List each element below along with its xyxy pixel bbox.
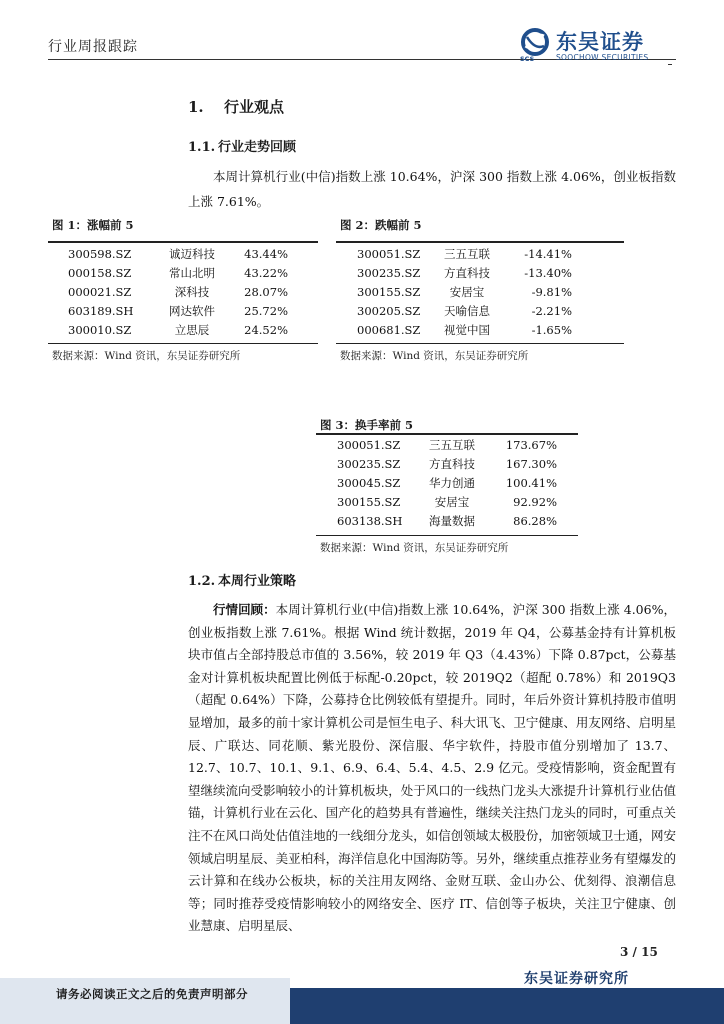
figure-1-title: 图 1：涨幅前 5: [52, 218, 134, 232]
table-row: [337, 493, 557, 512]
table-row: [357, 264, 577, 283]
table-row: [357, 245, 577, 264]
table-row: [357, 302, 577, 321]
figure-2-bottom-rule: [336, 343, 624, 344]
figure-2-table: [357, 245, 577, 340]
paragraph-body: 本周计算机行业(中信)指数上涨 10.64%，沪深 300 指数上涨 4.06%，创业板指数上涨 7.61%。根据 Wind 统计数据，2019 年 Q4，公募基金持有计算机板块市值占全部持股总市值的 3.56%，较 2019 年 Q3（4.43%）下降 0.87pct，公募基金对计算机板块配置比例低于标配-0.20pct，较 2019Q2（超配 0.78%）和 2019Q3（超配 0.64%）下降，公募持仓比例较低有望提升。同时，年后外资计算机持股市值明显增加，最多的前十家计算机公司是恒生电子、科大讯飞、卫宁健康、用友网络、启明星辰、广联达、同花顺、紫光股份、深信服、华宇软件，持股市值分别增加了 13.7、12.7、10.7、10.1、9.1、6.9、6.4、5.4、4.5、2.9 亿元。受疫情影响，资金配置有望继续流向受影响较小的计算机板块，处于风口的一线热门龙头大涨提升计算机行业估值锚，计算机行业在云化、国产化的趋势具有普遍性，继续关注热门龙头的同时，可重点关注不在风口尚处估值洼地的一线细分龙头，如信创领域太极股份，加密领域卫士通，网安领域启明星辰、美亚柏科，海洋信息化中国海防等。另外，继续重点推荐业务有望爆发的云计算和在线办公板块，标的关注用友网络、金财互联、金山办公、优刻得、浪潮信息等；同时推荐受疫情影响较小的网络安全、医疗 IT、信创等子板块，关注卫宁健康、创业慧康、启明星辰、: [188, 602, 676, 934]
figure-3-source: 数据来源：Wind 资讯，东吴证券研究所: [320, 542, 509, 554]
company-logo: [520, 28, 670, 64]
section-title: 本周行业策略: [218, 574, 297, 589]
stock-code: 300010.SZ: [68, 323, 132, 337]
stock-value: -2.21%: [531, 304, 572, 318]
stock-code: 300155.SZ: [357, 285, 421, 299]
stock-value: 43.22%: [244, 266, 288, 280]
table-row: [68, 302, 298, 321]
section-heading-1: [188, 96, 284, 117]
stock-value: 86.28%: [513, 514, 557, 528]
logo-english-name: SOOCHOW SECURITIES: [556, 53, 649, 62]
stock-code: 603189.SH: [68, 304, 134, 318]
stock-name: 常山北明: [169, 266, 215, 280]
stock-value: -13.40%: [524, 266, 572, 280]
stock-value: 28.07%: [244, 285, 288, 299]
stock-value: 167.30%: [505, 457, 557, 471]
stock-name: 方直科技: [429, 457, 475, 471]
stock-code: 300598.SZ: [68, 247, 132, 261]
stock-code: 300205.SZ: [357, 304, 421, 318]
paragraph-lead: 行情回顾：: [213, 602, 276, 617]
stock-code: 603138.SH: [337, 514, 403, 528]
section-number: 1.1.: [188, 140, 216, 155]
stock-value: 43.44%: [244, 247, 288, 261]
footer-disclaimer: 请务必阅读正文之后的免责声明部分: [56, 987, 248, 1001]
stock-code: 300051.SZ: [337, 438, 401, 452]
stock-value: -9.81%: [531, 285, 572, 299]
stock-value: 100.41%: [505, 476, 557, 490]
section-heading-1-2: [188, 570, 296, 589]
stock-name: 华力创通: [429, 476, 475, 490]
section-number: 1.2.: [188, 574, 216, 589]
stock-name: 网达软件: [169, 304, 215, 318]
stock-value: 25.72%: [244, 304, 288, 318]
figure-3-bottom-rule: [316, 535, 578, 536]
stock-value: 92.92%: [513, 495, 557, 509]
table-row: [68, 321, 298, 340]
table-row: [337, 474, 557, 493]
stock-value: -14.41%: [524, 247, 572, 261]
stock-value: 24.52%: [244, 323, 288, 337]
stock-name: 天喻信息: [444, 304, 490, 318]
stock-code: 000158.SZ: [68, 266, 132, 280]
stock-code: 000681.SZ: [357, 323, 421, 337]
figure-2-source: 数据来源：Wind 资讯，东吴证券研究所: [340, 350, 529, 362]
stock-name: 安居宝: [449, 285, 485, 299]
table-row: [337, 512, 557, 531]
table-row: [68, 245, 298, 264]
stock-name: 三五互联: [444, 247, 490, 261]
stock-name: 视觉中国: [444, 323, 490, 337]
table-row: [357, 321, 577, 340]
figure-3-title: 图 3：换手率前 5: [320, 418, 414, 432]
figure-1-top-rule: [48, 241, 318, 243]
stock-code: 300235.SZ: [357, 266, 421, 280]
figure-1-bottom-rule: [48, 343, 318, 344]
figure-1-source: 数据来源：Wind 资讯，东吴证券研究所: [52, 350, 241, 362]
page-number: 3 / 15: [620, 945, 658, 959]
section-title: 行业走势回顾: [218, 140, 297, 155]
figure-1-table: [68, 245, 298, 340]
table-row: [68, 264, 298, 283]
footer-organization: 东吴证券研究所: [524, 971, 629, 987]
table-row: [68, 283, 298, 302]
stock-value: 173.67%: [505, 438, 557, 452]
stock-name: 方直科技: [444, 266, 490, 280]
table-row: [337, 436, 557, 455]
stock-name: 海量数据: [429, 514, 475, 528]
figure-2-title: 图 2：跌幅前 5: [340, 218, 422, 232]
figure-3-top-rule: [316, 433, 578, 435]
section-heading-1-1: [188, 136, 296, 155]
section-number: 1.: [188, 98, 204, 116]
stock-name: 三五互联: [429, 438, 475, 452]
table-row: [337, 455, 557, 474]
figure-2-top-rule: [336, 241, 624, 243]
report-type-label: 行业周报跟踪: [48, 39, 138, 55]
stock-code: 300045.SZ: [337, 476, 401, 490]
table-row: [357, 283, 577, 302]
section-title: 行业观点: [224, 98, 285, 116]
figure-3-table: [337, 436, 557, 531]
stock-name: 深科技: [174, 285, 210, 299]
logo-abbreviation: SCS: [520, 55, 535, 63]
strategy-paragraph: [188, 599, 676, 938]
logo-chinese-name: 东吴证券: [556, 30, 644, 54]
logo-mark-icon: [520, 28, 550, 58]
stock-name: 安居宝: [434, 495, 470, 509]
stock-name: 诚迈科技: [169, 247, 215, 261]
stock-value: -1.65%: [531, 323, 572, 337]
market-review-paragraph: 本周计算机行业(中信)指数上涨 10.64%，沪深 300 指数上涨 4.06%，创业板指数上涨 7.61%。: [188, 169, 676, 209]
stock-code: 300235.SZ: [337, 457, 401, 471]
stock-name: 立思辰: [174, 323, 210, 337]
header-dash: [668, 64, 672, 65]
stock-code: 000021.SZ: [68, 285, 132, 299]
stock-code: 300051.SZ: [357, 247, 421, 261]
stock-code: 300155.SZ: [337, 495, 401, 509]
